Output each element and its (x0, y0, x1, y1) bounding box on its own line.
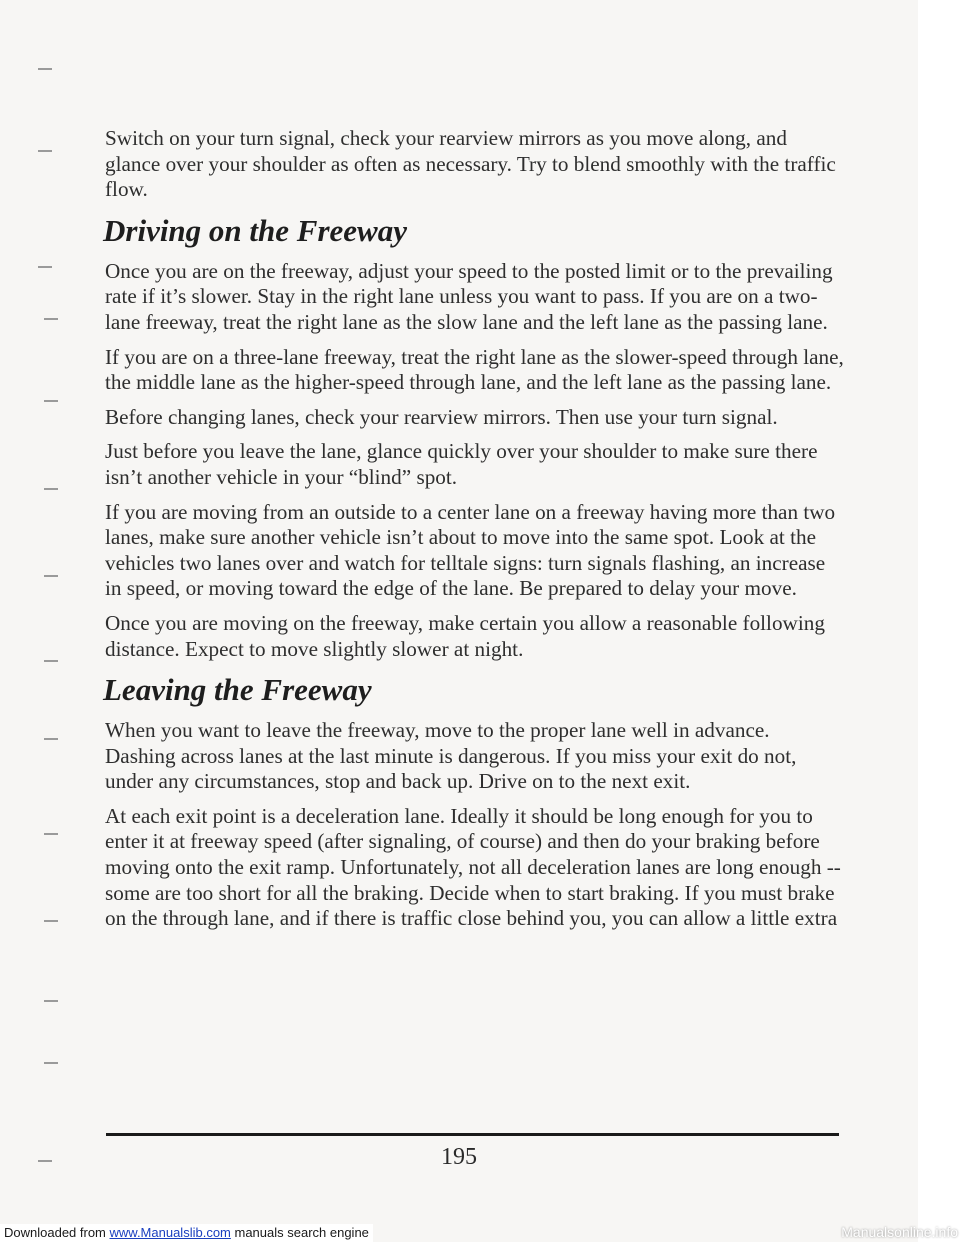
footer-rule (106, 1133, 839, 1136)
paragraph: When you want to leave the freeway, move to the proper lane well in advance. Dashing across lanes at the last minute is dangerous. If you miss your exit do not, under any circumstances, stop and back up. Drive on to the next exit. (105, 718, 797, 794)
footer-suffix: manuals search engine (230, 1225, 369, 1240)
paragraph: If you are on a three-lane freeway, treat the right lane as the slower-speed through lane, the middle lane as the higher-speed through lane, and the left lane as the passing lane. (105, 344, 844, 395)
section-heading-leaving: Leaving the Freeway (103, 672, 372, 708)
footer-prefix: Downloaded from (4, 1225, 110, 1240)
paragraph: Once you are moving on the freeway, make certain you allow a reasonable following distance. Expect to move slightly slower at night. (105, 610, 825, 661)
margin-mark (44, 833, 58, 835)
margin-mark (44, 400, 58, 402)
paragraph: Once you are on the freeway, adjust your speed to the posted limit or to the prevailing rate if it’s slower. Stay in the right lane unless you want to pass. If you are on a two-lane freeway, treat the right lane as the slow lane and the left lane as the passing lane. (105, 258, 833, 334)
margin-mark (44, 738, 58, 740)
margin-mark (44, 575, 58, 577)
margin-mark (44, 318, 58, 320)
paragraph: At each exit point is a deceleration lane. Ideally it should be long enough for you to enter it at freeway speed (after signaling, of course) and then do your braking before moving onto the exit ramp. Unfortunately, not all deceleration lanes are long enough -- some are too short for all the braking. Decide when to start braking. If you must brake on the through lane, and if there is traffic close behind you, you can allow a little extra (105, 803, 841, 931)
margin-mark (38, 68, 52, 70)
download-footer (0, 1224, 373, 1242)
margin-mark (44, 1062, 58, 1064)
manualslib-link[interactable]: www.Manualslib.com (109, 1225, 231, 1240)
margin-mark (38, 266, 52, 268)
margin-mark (44, 920, 58, 922)
paragraph: Before changing lanes, check your rearview mirrors. Then use your turn signal. (105, 404, 778, 429)
paragraph: Just before you leave the lane, glance quickly over your shoulder to make sure there isn’t another vehicle in your “blind” spot. (105, 439, 818, 489)
margin-mark (44, 660, 58, 662)
margin-mark (44, 1000, 58, 1002)
page-margin-strip (918, 0, 960, 1242)
section-heading-driving: Driving on the Freeway (103, 212, 407, 248)
watermark: Manualsonline.info (841, 1224, 958, 1240)
page-content (105, 126, 845, 941)
margin-mark (44, 488, 58, 490)
paragraph: If you are moving from an outside to a center lane on a freeway having more than two lanes, make sure another vehicle isn’t about to move into the same spot. Look at the vehicles two lanes over and watch for telltale signs: turn signals flashing, an increase in speed, or moving toward the edge of the lane. Be prepared to delay your move. (105, 499, 836, 601)
intro-paragraph: Switch on your turn signal, check your rearview mirrors as you move along, and glance over your shoulder as often as necessary. Try to blend smoothly with the traffic flow. (105, 126, 836, 202)
page-number: 195 (441, 1144, 477, 1170)
margin-mark (38, 150, 52, 152)
